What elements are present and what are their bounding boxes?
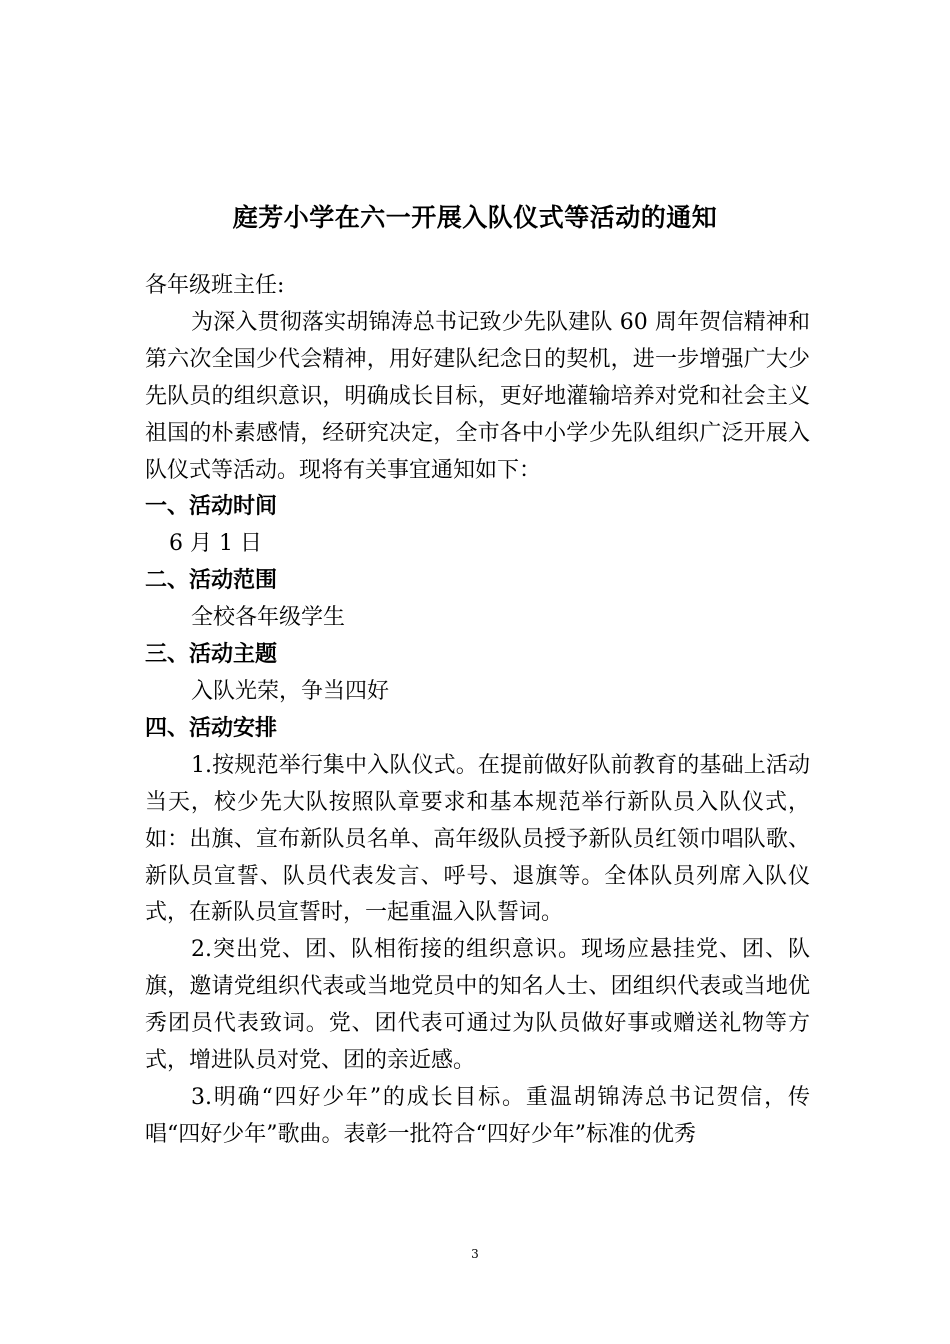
page-number: 3 (471, 1247, 479, 1261)
intro-paragraph: 为深入贯彻落实胡锦涛总书记致少先队建队 60 周年贺信精神和第六次全国少代会精神，用好建队纪念日的契机，进一步增强广大少先队员的组织意识，明确成长目标，更好地灌输培养对党和社会主义祖国的朴素感情，经研究决定，全市各中小学少先队组织广泛开展入队仪式等活动。现将有关事宜通知如下： (145, 309, 810, 483)
section-heading-arrangement: 四、活动安排 (145, 715, 278, 741)
arrangement-item-2: 2.突出党、团、队相衔接的组织意识。现场应悬挂党、团、队旗，邀请党组织代表或当地党员中的知名人士、团组织代表或当地优秀团员代表致词。党、团代表可通过为队员做好事或赠送礼物等方式，增进队员对党、团的亲近感。 (145, 937, 810, 1074)
section-heading-theme: 三、活动主题 (145, 642, 278, 668)
document-body (145, 268, 810, 1154)
arrangement-item-3: 3.明确“四好少年”的成长目标。重温胡锦涛总书记贺信，传唱“四好少年”歌曲。表彰一批符合“四好少年”标准的优秀 (145, 1084, 810, 1147)
section-content-theme: 入队光荣，争当四好 (191, 678, 390, 704)
section-heading-scope: 二、活动范围 (145, 568, 278, 594)
document-title: 庭芳小学在六一开展入队仪式等活动的通知 (232, 203, 718, 232)
arrangement-item-1: 1.按规范举行集中入队仪式。在提前做好队前教育的基础上活动当天，校少先大队按照队章要求和基本规范举行新队员入队仪式，如：出旗、宣布新队员名单、高年级队员授予新队员红领巾唱队歌、新队员宣誓、队员代表发言、呼号、退旗等。全体队员列席入队仪式，在新队员宣誓时，一起重温入队誓词。 (145, 752, 810, 926)
section-content-scope: 全校各年级学生 (191, 605, 346, 631)
section-content-time: 6 月 1 日 (169, 531, 262, 557)
section-heading-time: 一、活动时间 (145, 494, 278, 520)
salutation: 各年级班主任: (145, 273, 285, 298)
